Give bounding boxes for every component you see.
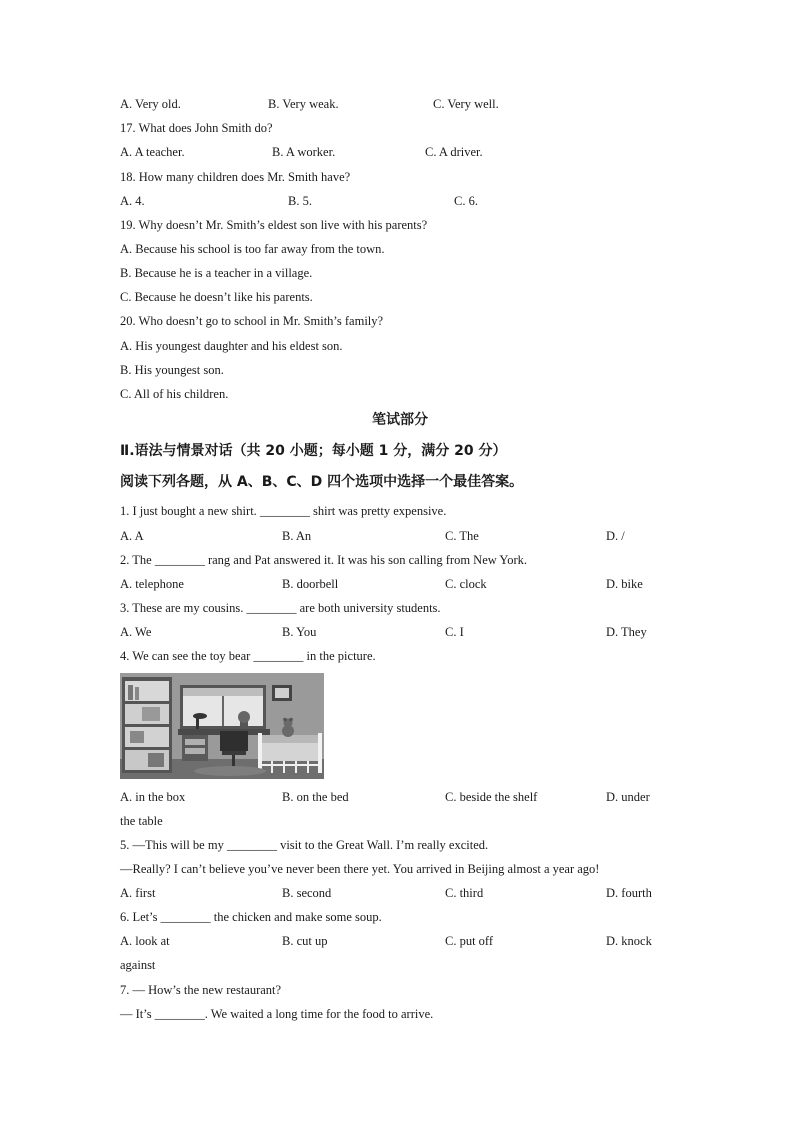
q1-option-d: D. /	[606, 529, 625, 543]
q20-option-c: C. All of his children.	[120, 387, 229, 401]
q2-option-c: C. clock	[445, 577, 487, 591]
q2-stem: 2. The ________ rang and Pat answered it. It was his son calling from New York.	[120, 553, 528, 567]
q4-option-c: C. beside the shelf	[445, 790, 538, 804]
q5-option-d: D. fourth	[606, 886, 652, 900]
q18-option-c: C. 6.	[454, 194, 478, 208]
q1-stem: 1. I just bought a new shirt. ________ shirt was pretty expensive.	[120, 504, 447, 518]
q19-option-a: A. Because his school is too far away from the town.	[120, 242, 385, 256]
q3-option-d: D. They	[606, 625, 647, 639]
q6-option-b: B. cut up	[282, 934, 328, 948]
q4-option-b: B. on the bed	[282, 790, 349, 804]
q4-option-a: A. in the box	[120, 790, 186, 804]
q5-stem: 5. —This will be my ________ visit to the Great Wall. I’m really excited.	[120, 838, 489, 852]
q18-option-b: B. 5.	[288, 194, 312, 208]
q18-stem: 18. How many children does Mr. Smith have?	[120, 170, 351, 184]
q4-option-d: D. under	[606, 790, 650, 804]
q3-option-b: B. You	[282, 625, 317, 639]
bedroom-illustration	[120, 673, 324, 779]
q6-option-d: D. knock	[606, 934, 652, 948]
q16-option-c: C. Very well.	[433, 97, 499, 111]
q3-option-c: C. I	[445, 625, 464, 639]
q5-reply: —Really? I can’t believe you’ve never been there yet. You arrived in Beijing almost a year ago!	[120, 862, 600, 876]
q1-option-b: B. An	[282, 529, 312, 543]
q5-option-b: B. second	[282, 886, 332, 900]
q17-option-b: B. A worker.	[272, 145, 336, 159]
q5-option-a: A. first	[120, 886, 156, 900]
q17-option-a: A. A teacher.	[120, 145, 185, 159]
q3-option-a: A. We	[120, 625, 152, 639]
q7-reply: — It’s ________. We waited a long time for the food to arrive.	[120, 1007, 434, 1021]
q6-option-a: A. look at	[120, 934, 170, 948]
q4-stem: 4. We can see the toy bear ________ in the picture.	[120, 649, 376, 663]
q7-stem: 7. — How’s the new restaurant?	[120, 983, 282, 997]
q1-option-c: C. The	[445, 529, 479, 543]
part-title: Ⅱ.语法与情景对话（共 20 小题；每小题 1 分，满分 20 分）	[120, 443, 507, 459]
q18-option-a: A. 4.	[120, 194, 145, 208]
q20-stem: 20. Who doesn’t go to school in Mr. Smith’s family?	[120, 314, 384, 328]
q6-stem: 6. Let’s ________ the chicken and make some soup.	[120, 910, 382, 924]
section-title: 笔试部分	[372, 412, 428, 428]
q17-stem: 17. What does John Smith do?	[120, 121, 273, 135]
q19-stem: 19. Why doesn’t Mr. Smith’s eldest son live with his parents?	[120, 218, 428, 232]
q19-option-c: C. Because he doesn’t like his parents.	[120, 290, 313, 304]
q17-option-c: C. A driver.	[425, 145, 483, 159]
q16-option-a: A. Very old.	[120, 97, 181, 111]
q2-option-a: A. telephone	[120, 577, 184, 591]
bedroom-picture-icon	[120, 673, 324, 779]
q16-option-b: B. Very weak.	[268, 97, 339, 111]
q5-option-c: C. third	[445, 886, 484, 900]
q3-stem: 3. These are my cousins. ________ are both university students.	[120, 601, 441, 615]
q6-option-d-wrap: against	[120, 958, 156, 972]
q6-option-c: C. put off	[445, 934, 494, 948]
q1-option-a: A. A	[120, 529, 144, 543]
q19-option-b: B. Because he is a teacher in a village.	[120, 266, 313, 280]
q2-option-b: B. doorbell	[282, 577, 339, 591]
q20-option-b: B. His youngest son.	[120, 363, 224, 377]
q4-option-d-wrap: the table	[120, 814, 163, 828]
q20-option-a: A. His youngest daughter and his eldest son.	[120, 339, 343, 353]
instruction: 阅读下列各题，从 A、B、C、D 四个选项中选择一个最佳答案。	[120, 474, 524, 490]
q2-option-d: D. bike	[606, 577, 643, 591]
